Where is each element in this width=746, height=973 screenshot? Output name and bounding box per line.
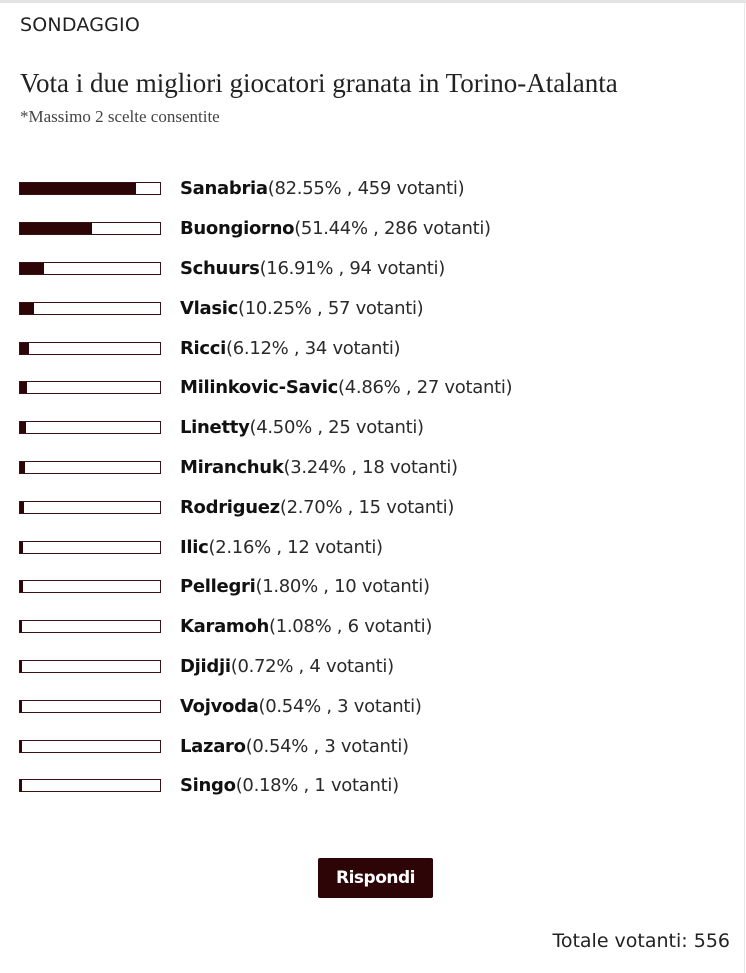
- result-bar: [19, 302, 161, 315]
- option-label: [180, 656, 394, 677]
- result-bar: [19, 660, 161, 673]
- option-stats: (51.44% , 286 votanti): [294, 218, 491, 240]
- result-bar: [19, 580, 161, 593]
- poll-option[interactable]: [19, 209, 729, 249]
- option-stats: (16.91% , 94 votanti): [259, 257, 445, 279]
- option-label: [180, 616, 432, 637]
- result-bar: [19, 700, 161, 713]
- option-name: Vlasic: [180, 297, 239, 319]
- poll-option[interactable]: [19, 408, 729, 448]
- option-name: Karamoh: [180, 616, 269, 638]
- option-name: Buongiorno: [180, 218, 295, 240]
- option-stats: (6.12% , 34 votanti): [226, 337, 401, 359]
- option-name: Lazaro: [180, 735, 246, 757]
- result-bar-fill: [20, 621, 22, 632]
- result-bar-fill: [20, 741, 22, 752]
- option-name: Miranchuk: [180, 456, 284, 478]
- result-bar: [19, 501, 161, 514]
- option-stats: (3.24% , 18 votanti): [283, 456, 458, 478]
- option-stats: (4.86% , 27 votanti): [338, 377, 513, 399]
- submit-button[interactable]: Rispondi: [318, 858, 433, 898]
- option-stats: (82.55% , 459 votanti): [267, 178, 465, 200]
- result-bar-fill: [20, 382, 27, 393]
- poll-option[interactable]: [19, 249, 729, 289]
- poll-option[interactable]: [19, 726, 729, 766]
- poll-option[interactable]: [19, 686, 729, 726]
- total-votes: Totale votanti: 556: [552, 930, 730, 952]
- result-bar-fill: [20, 502, 24, 513]
- option-label: [180, 338, 400, 359]
- result-bar: [19, 779, 161, 792]
- option-label: [180, 417, 424, 438]
- result-bar-fill: [20, 462, 25, 473]
- poll-note: *Massimo 2 scelte consentite: [20, 107, 220, 126]
- right-divider: [744, 0, 745, 973]
- result-bar-fill: [20, 581, 23, 592]
- option-label: [180, 736, 409, 757]
- option-stats: (4.50% , 25 votanti): [249, 417, 424, 439]
- result-bar-fill: [20, 343, 29, 354]
- option-name: Djidji: [180, 655, 231, 677]
- result-bar: [19, 342, 161, 355]
- poll-options-list: [19, 169, 729, 806]
- result-bar-fill: [20, 542, 23, 553]
- option-name: Ilic: [180, 536, 209, 558]
- poll-kicker: SONDAGGIO: [20, 14, 140, 36]
- option-label: [180, 178, 464, 199]
- poll-option[interactable]: [19, 169, 729, 209]
- option-label: [180, 537, 383, 558]
- option-label: [180, 298, 423, 319]
- result-bar-fill: [20, 183, 136, 194]
- poll-option[interactable]: [19, 567, 729, 607]
- option-name: Ricci: [180, 337, 227, 359]
- poll-question: Vota i due migliori giocatori granata in Torino-Atalanta: [20, 68, 618, 98]
- result-bar-fill: [20, 661, 22, 672]
- option-stats: (0.54% , 3 votanti): [258, 695, 422, 717]
- poll-option[interactable]: [19, 368, 729, 408]
- result-bar-fill: [20, 263, 44, 274]
- result-bar: [19, 381, 161, 394]
- option-name: Singo: [180, 775, 236, 797]
- result-bar: [19, 740, 161, 753]
- option-stats: (2.16% , 12 votanti): [208, 536, 383, 558]
- poll-option[interactable]: [19, 288, 729, 328]
- option-label: [180, 258, 445, 279]
- option-label: [180, 218, 491, 239]
- option-name: Schuurs: [180, 257, 260, 279]
- result-bar-fill: [20, 701, 22, 712]
- option-label: [180, 457, 458, 478]
- result-bar: [19, 262, 161, 275]
- option-name: Milinkovic-Savic: [180, 377, 339, 399]
- result-bar-fill: [20, 422, 26, 433]
- option-stats: (0.18% , 1 votanti): [235, 775, 399, 797]
- option-name: Vojvoda: [180, 695, 259, 717]
- option-stats: (2.70% , 15 votanti): [279, 496, 455, 518]
- poll-option[interactable]: [19, 328, 729, 368]
- option-name: Sanabria: [180, 178, 268, 200]
- option-label: [180, 576, 430, 597]
- option-name: Linetty: [180, 417, 250, 439]
- option-stats: (0.72% , 4 votanti): [230, 655, 394, 677]
- result-bar: [19, 620, 161, 633]
- option-stats: (0.54% , 3 votanti): [245, 735, 409, 757]
- result-bar: [19, 182, 161, 195]
- result-bar-fill: [20, 223, 92, 234]
- poll-option[interactable]: [19, 527, 729, 567]
- option-label: [180, 497, 454, 518]
- result-bar: [19, 421, 161, 434]
- poll-option[interactable]: [19, 448, 729, 488]
- option-name: Rodriguez: [180, 496, 280, 518]
- poll-option[interactable]: [19, 647, 729, 687]
- result-bar: [19, 541, 161, 554]
- result-bar-fill: [20, 780, 22, 791]
- poll-option[interactable]: [19, 487, 729, 527]
- option-label: [180, 696, 422, 717]
- result-bar: [19, 461, 161, 474]
- option-stats: (1.08% , 6 votanti): [268, 616, 433, 638]
- option-name: Pellegri: [180, 576, 256, 598]
- option-label: [180, 377, 512, 398]
- result-bar-fill: [20, 303, 34, 314]
- poll-option[interactable]: [19, 607, 729, 647]
- option-label: [180, 775, 399, 796]
- top-divider: [0, 0, 746, 3]
- poll-option[interactable]: [19, 766, 729, 806]
- option-stats: (1.80% , 10 votanti): [255, 576, 430, 598]
- option-stats: (10.25% , 57 votanti): [238, 297, 424, 319]
- result-bar: [19, 222, 161, 235]
